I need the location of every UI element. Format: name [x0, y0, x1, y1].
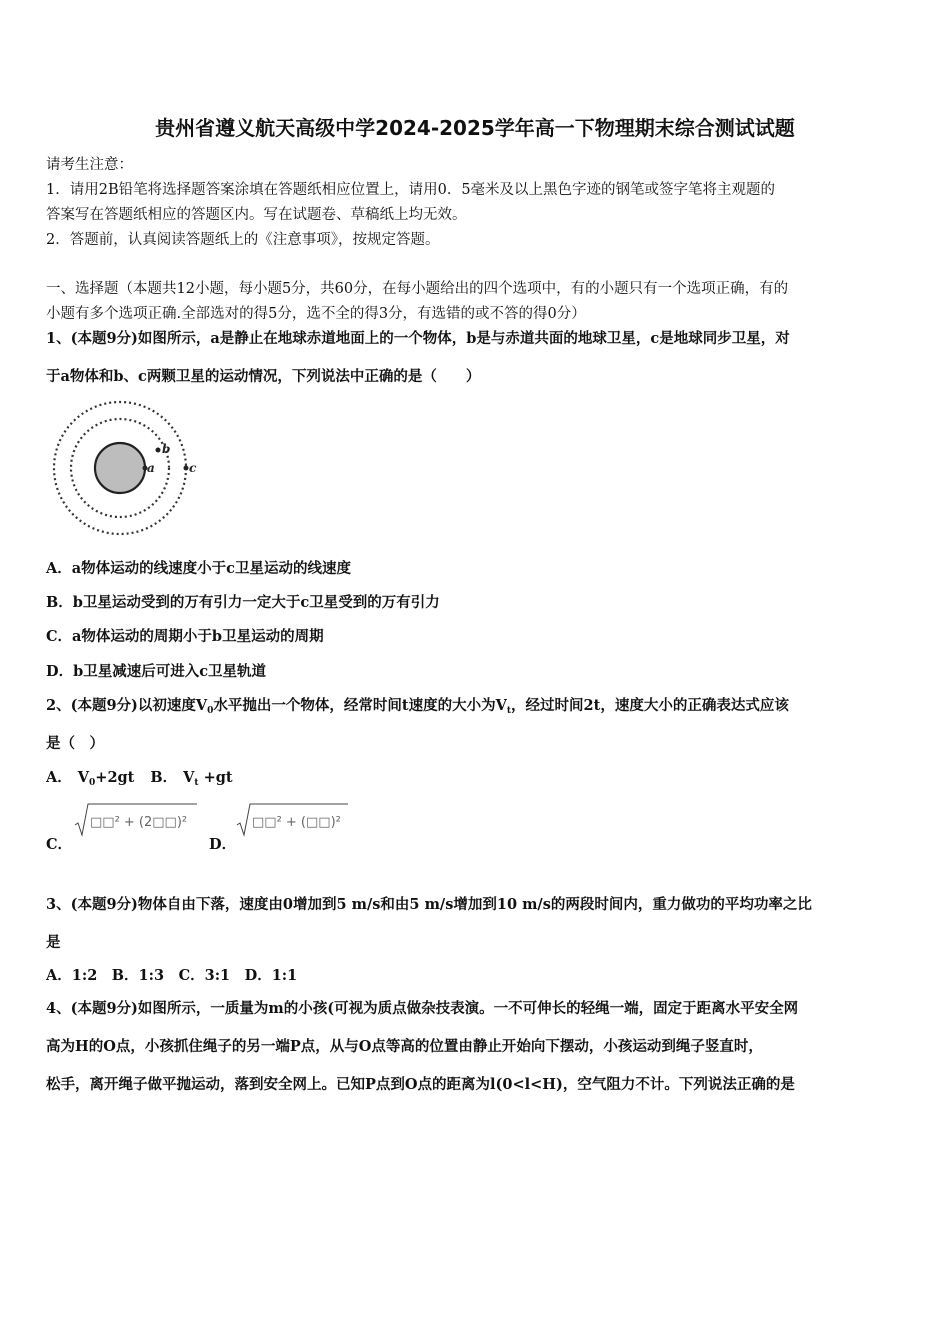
- notice-item-2: 2．答题前，认真阅读答题纸上的《注意事项》，按规定答题。: [46, 232, 440, 248]
- q2-option-c-label: C．: [46, 836, 73, 853]
- q2-options-ab: [46, 766, 233, 788]
- earth: [95, 443, 145, 493]
- label-b: b: [162, 442, 171, 456]
- q4-stem-line-3: 松手，离开绳子做平抛运动，落到安全网上。已知P点到O点的距离为l(0<l<H)，空气阻力不计。下列说法正确的是: [46, 1076, 795, 1093]
- satellite-b: [156, 448, 161, 453]
- q2-option-a-sub: 0: [89, 778, 96, 788]
- formula-d-text: □□² + (□□)²: [252, 815, 341, 830]
- section-1-instructions-line-1: 一、选择题（本题共12小题，每小题5分，共60分，在每小题给出的四个选项中，有的小题只有一个选项正确，有的: [46, 281, 789, 297]
- q1-option-b: B．b卫星运动受到的万有引力一定大于c卫星受到的万有引力: [46, 594, 440, 611]
- notice-item-1-line-2: 答案写在答题纸相应的答题区内。写在试题卷、草稿纸上均无效。: [46, 207, 467, 223]
- q2-stem-part-3: ，经过时间2t，速度大小的正确表达式应该: [511, 697, 789, 714]
- q2-option-d-formula: [236, 801, 351, 843]
- q2-option-a-rest: +2gt: [95, 769, 135, 786]
- q4-stem-line-2: 高为H的O点，小孩抓住绳子的另一端P点，从与O点等高的位置由静止开始向下摆动，小孩运动到绳子竖直时，: [46, 1038, 763, 1055]
- orbit-figure: [48, 393, 208, 543]
- q2-option-a-v: V: [77, 769, 90, 786]
- q4-stem-line-1: 4、(本题9分)如图所示，一质量为m的小孩(可视为质点做杂技表演。一不可伸长的轻绳一端，固定于距离水平安全网: [46, 1000, 799, 1017]
- q2-sub-t: t: [506, 706, 512, 716]
- q2-stem-line-1: [46, 694, 789, 716]
- q2-option-d-label: D．: [209, 836, 237, 853]
- notice-heading: 请考生注意：: [46, 157, 133, 173]
- label-a: a: [147, 461, 155, 475]
- page-title: 贵州省遵义航天高级中学2024-2025学年高一下物理期末综合测试试题: [155, 116, 795, 140]
- q2-sub-0: 0: [207, 706, 214, 716]
- q3-options: A．1:2 B．1:3 C．3:1 D．1:1: [46, 967, 298, 984]
- q2-stem-part-1: 2、(本题9分)以初速度V: [46, 697, 208, 714]
- q1-option-a: A．a物体运动的线速度小于c卫星运动的线速度: [46, 560, 351, 577]
- q3-stem-line-1: 3、(本题9分)物体自由下落，速度由0增加到5 m/s和由5 m/s增加到10 m/s的两段时间内，重力做功的平均功率之比: [46, 896, 812, 913]
- label-c: c: [189, 461, 197, 475]
- q1-option-d: D．b卫星减速后可进入c卫星轨道: [46, 663, 267, 680]
- q2-option-b-v: V: [183, 769, 195, 786]
- q3-stem-line-2: 是: [46, 934, 61, 951]
- q2-option-b-label: B．: [150, 769, 178, 786]
- q2-option-a-label: A．: [46, 769, 72, 786]
- q2-option-b-rest: +gt: [198, 769, 233, 786]
- q1-option-c: C．a物体运动的周期小于b卫星运动的周期: [46, 628, 324, 645]
- q2-option-c-formula: [74, 801, 199, 843]
- q2-option-b-sub: t: [194, 778, 199, 788]
- section-1-instructions-line-2: 小题有多个选项正确.全部选对的得5分，选不全的得3分，有选错的或不答的得0分）: [46, 306, 586, 322]
- q1-stem-line-2: 于a物体和b、c两颗卫星的运动情况，下列说法中正确的是（ ）: [46, 368, 481, 385]
- q2-stem-line-2: 是（ ）: [46, 735, 104, 752]
- formula-c-text: □□² + (2□□)²: [90, 815, 188, 830]
- q1-stem-line-1: 1、(本题9分)如图所示，a是静止在地球赤道地面上的一个物体，b是与赤道共面的地球卫星，c是地球同步卫星，对: [46, 330, 790, 347]
- q2-stem-part-2: 水平抛出一个物体，经常时间t速度的大小为V: [213, 697, 507, 714]
- notice-item-1-line-1: 1．请用2B铅笔将选择题答案涂填在答题纸相应位置上，请用0．5毫米及以上黑色字迹的钢笔或签字笔将主观题的: [46, 182, 776, 198]
- satellite-c: [184, 466, 189, 471]
- orbit-diagram: [48, 393, 208, 543]
